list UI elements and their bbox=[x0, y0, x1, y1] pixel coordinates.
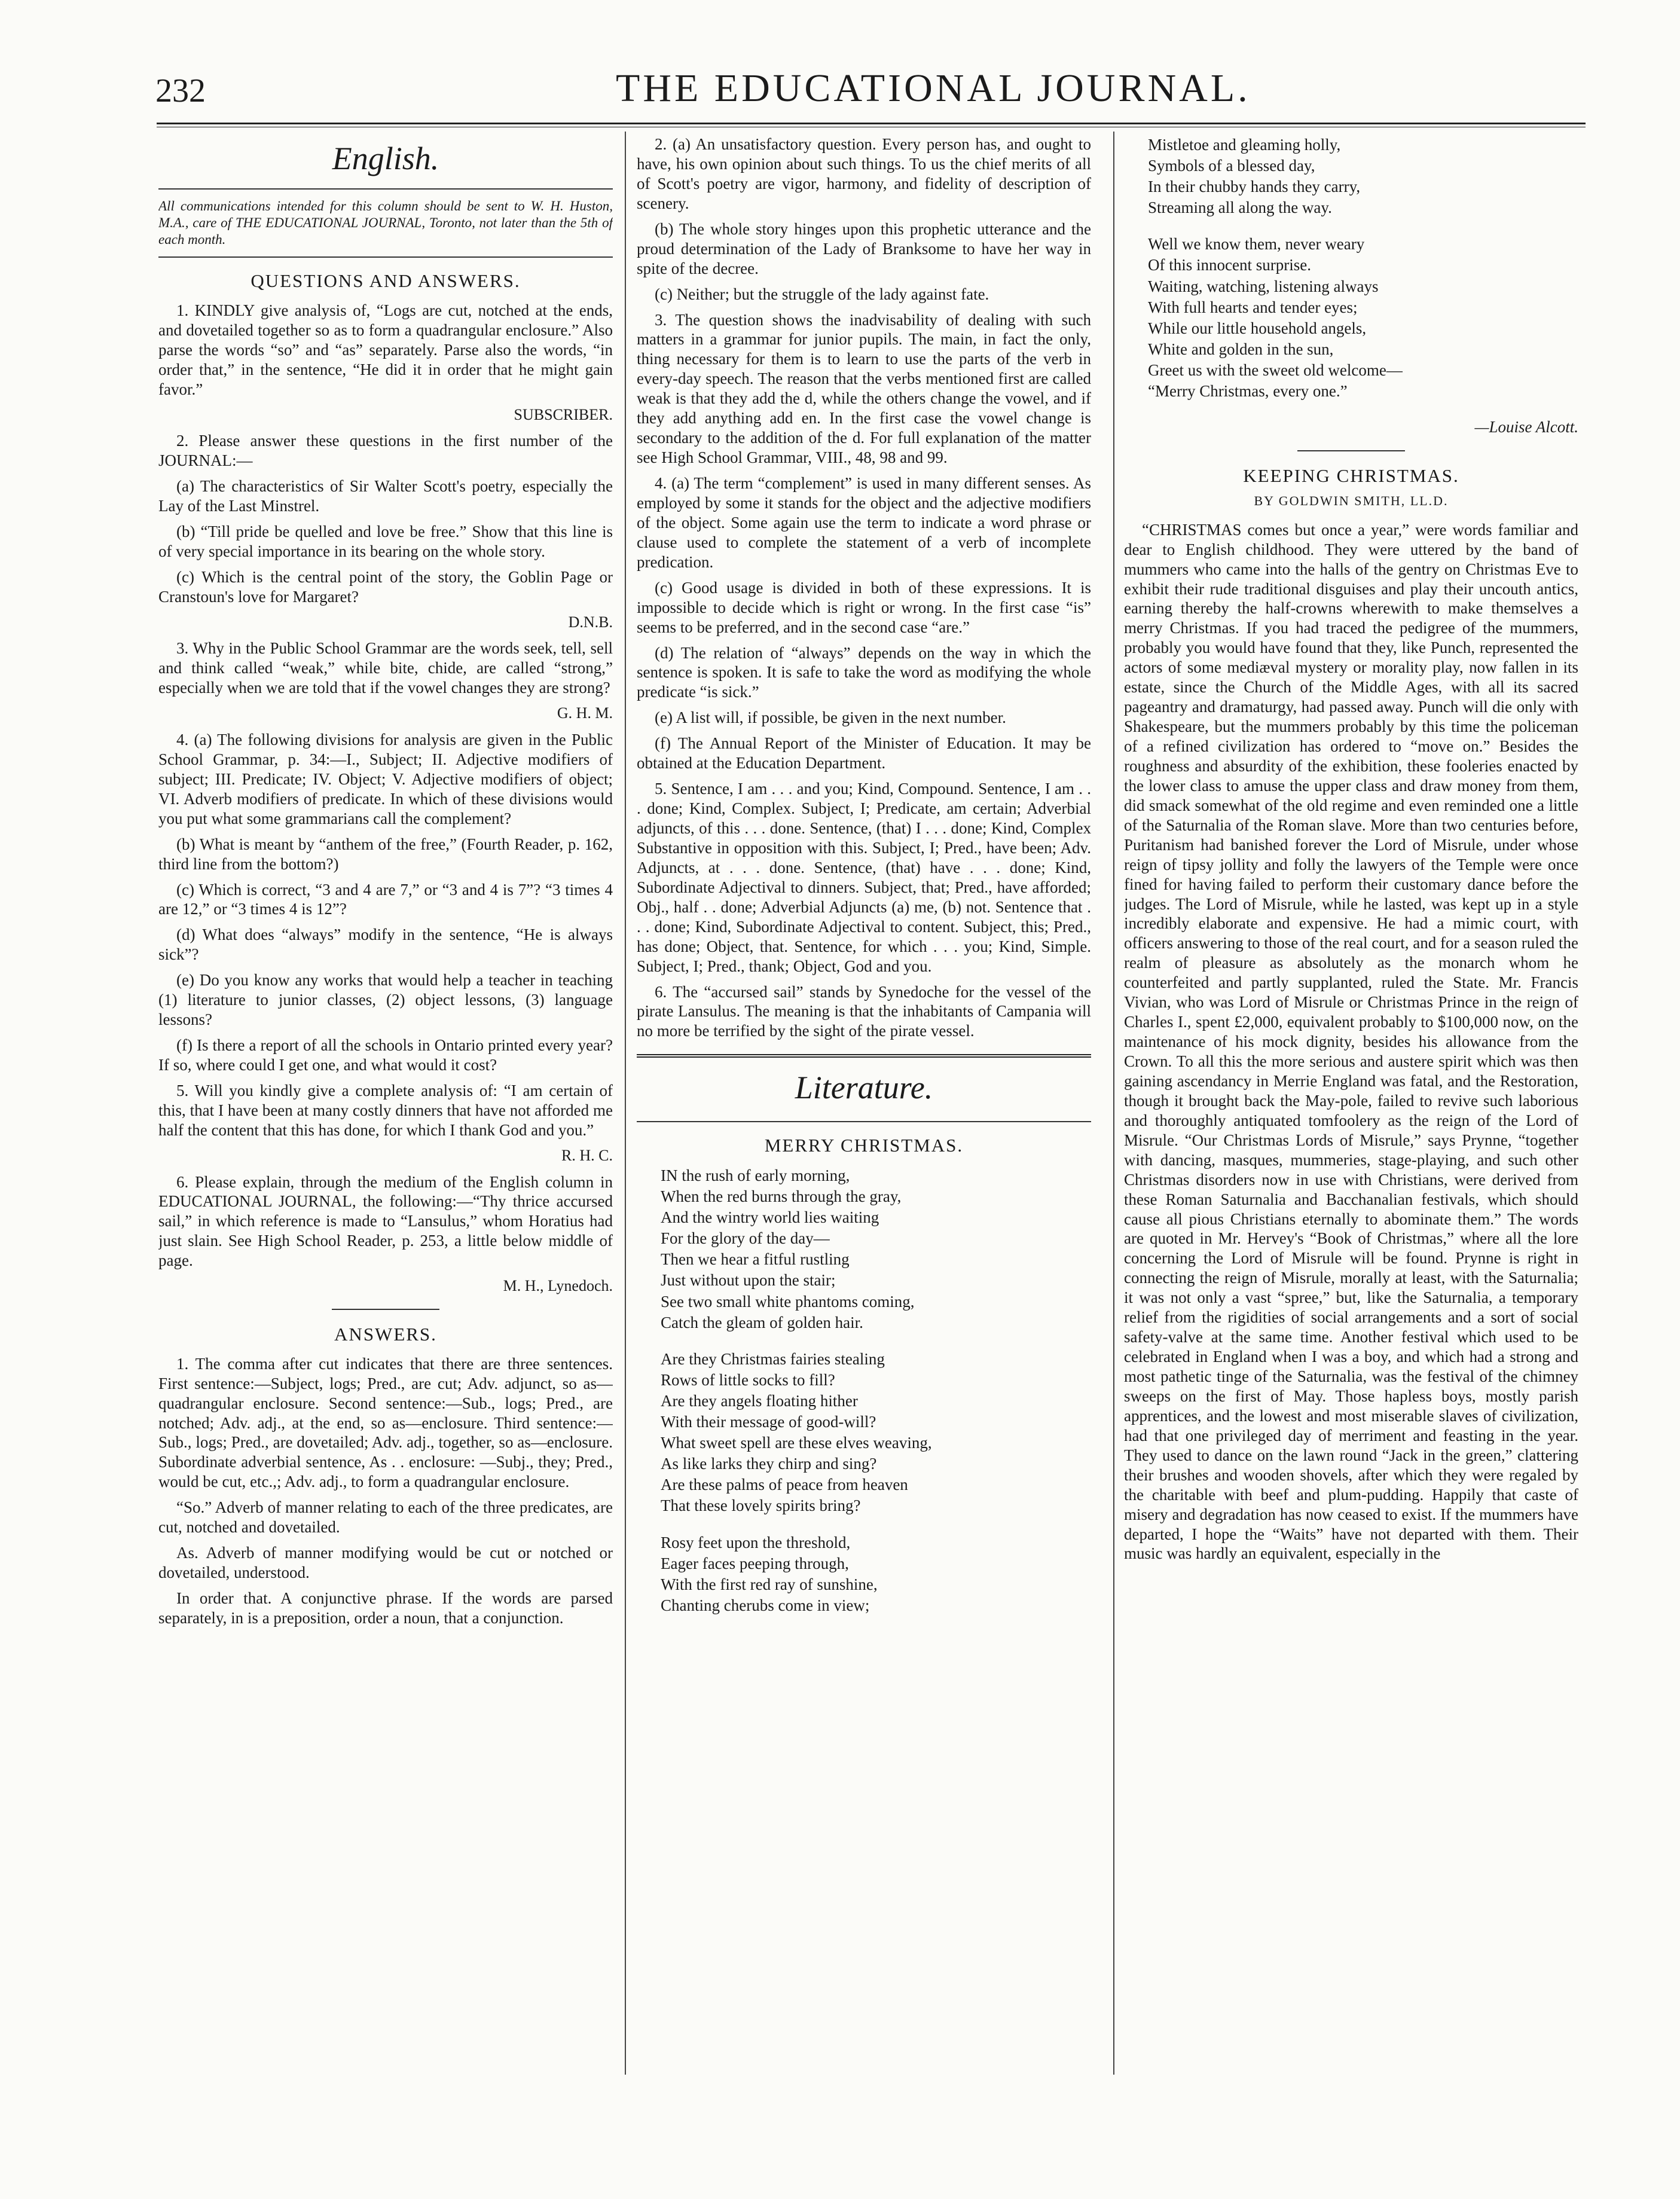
poem-line: Are these palms of peace from heaven bbox=[661, 1476, 908, 1494]
page-number: 232 bbox=[155, 72, 206, 109]
answer: (e) A list will, if possible, be given in the next number. bbox=[655, 708, 1006, 727]
poem-line: Eager faces peeping through, bbox=[661, 1554, 849, 1572]
column-divider-1 bbox=[625, 132, 626, 2075]
column-divider-2 bbox=[1113, 132, 1114, 2075]
answer: (d) The relation of “always” depends on the way in which the sentence is spoken. It is safe to take the word as modifying the whole predicate “is sick.” bbox=[637, 643, 1091, 701]
poem-line: With their message of good-will? bbox=[661, 1413, 876, 1431]
answer: (f) The Annual Report of the Minister of Education. It may be obtained at the Education Department. bbox=[637, 734, 1091, 772]
questions-list bbox=[158, 301, 613, 1296]
poem-stanza bbox=[661, 1349, 1091, 1517]
poem-credit: —Louise Alcott. bbox=[1474, 418, 1578, 436]
essay-paragraph: “CHRISTMAS comes but once a year,” were words familiar and dear to English childhood. They were uttered by the band of mummers who came into the halls of the gentry on Christmas Eve to exhibit their rude traditional disguises and play their uncouth antics, earning thereby the half-crowns wherewith to make themselves a merry Christmas. If you had traced the pedigree of the mummers, probably you would have found that they, like Punch, represented the actors of some mediæval mystery or morality play, now fallen in its estate, since the Church of the Middle Ages, with all its sacred pageantry and dramaturgy, had passed away. Punch will die only with Shakespeare, but the mummers probably by this time the policeman of a refined civilization has ordered to “move on.” Besides the roughness and absurdity of the exhibition, these fooleries enacted by the lower class to amuse the upper class and draw money from them, did smack somewhat of the old regime and even reminded one a little of the Saturnalia of the Roman slave. More than two centuries before, Puritanism had banished forever the Lord of Misrule, under whose reign of tipsy jollity and folly the lawyers of the Temple were once fined for having failed to perform their customary dance before the judges. The Lord of Misrule, while he lasted, was kept up in a style incredibly elaborate and expensive. He had a mimic court, with officers answering to those of the real court, and for a season ruled the realm of pleasure as absolutely as the monarch whom he counterfeited and partly supplanted, ruled the State. Mr. Francis Vivian, who was Lord of Misrule or Christmas Prince in the reign of Charles I., spent £2,000, equivalent probably to $100,000 now, on the maintenance of his mock dignity, besides his allowance from the Crown. To all this the more serious and austere spirit which was then gaining ascendancy in Merrie England was fatal, and the Restoration, though it brought back the May-pole, failed to revive such laborious and thoroughly antiquated tomfoolery as the reign of the Lord of Misrule. “Our Christmas Lords of Misrule,” says Prynne, “together with dancing, masques, mummeries, stage-playing, and such other Christmas disorders now in use with Christians, were derived from these Roman Saturnalia and Bacchanalian festivals, which should cause all pious Christians eternally to abominate them.” The words are quoted in Mr. Hervey's “Book of Christmas,” where all the lore concerning the Lord of Misrule will be found. Prynne is right in connecting the reign of Misrule, morally at least, with the Saturnalia; it was not only a vast “spree,” but, like the Saturnalia, a temporary relief from the rigidities of social arrangements and a sort of social safety-valve at the same time. Another festival which used to be celebrated in England when I was a boy, and which had a strong and most pathetic tinge of the Saturnalia, was the festival of the chimney sweeps on the first of May. Those hapless boys, mostly parish apprentices, and the lowest and most miserable slaves of civilization, had that one privileged day of merriment and feasting in the year. They used to dance on the lawn round “Jack in the green,” clattering their brushes and wooden shovels, after which they were regaled by the charitable with beef and plum-pudding. Happily that caste of misery and degradation has now ceased to exist. If the mummers have departed, I hope the “Waits” have not departed with them. Their music was hardly an equivalent, especially in the bbox=[1124, 520, 1578, 1563]
answer: 4. (a) The term “complement” is used in many different senses. As employed by some it stands for the object and the adjective modifiers of the object. Some again use the term to indicate a word phrase or clause used to complete the statement of a verb of incomplete predication. bbox=[637, 474, 1091, 571]
poem-line: “Merry Christmas, every one.” bbox=[1148, 382, 1348, 401]
answer: 5. Sentence, I am . . . and you; Kind, Compound. Sentence, I am . . . done; Kind, Complex. Subject, I; Predicate, am certain; Adverbial adjuncts, of this . . . done. Sentence, (that) I . . . done; Kind, Complex Substantive in opposition with this. Subject, I; Pred., have been; Adv. Adjuncts, at . . . done. Sentence, (that) have . . . done; Kind, Subordinate Adjectival to dinners. Subject, that; Pred., have afforded; Obj., half . . done; Adverbial Adjuncts (a) me, (b) not. Sentence that . . . done; Kind, Subordinate Adjectival to content. Subject, this; Pred., has done; Object, that. Sentence, for which . . . you; Kind, Simple. Subject, I; Pred., thank; Object, God and you. bbox=[637, 780, 1091, 975]
poem-title: MERRY CHRISTMAS. bbox=[764, 1135, 964, 1156]
answer: 6. The “accursed sail” stands by Synedoche for the vessel of the pirate Lansulus. The meaning is that the inhabitants of Campania will no more be terrified by the sight of the pirate vessel. bbox=[637, 982, 1091, 1040]
poem-stanza bbox=[1148, 135, 1578, 218]
answer: (b) The whole story hinges upon this prophetic utterance and the proud determination of the Lady of Branksome to have her way in spite of the decree. bbox=[637, 219, 1091, 277]
poem-line: Catch the gleam of golden hair. bbox=[661, 1313, 863, 1331]
poem-line: Chanting cherubs come in view; bbox=[661, 1596, 870, 1614]
poem-line: Rows of little socks to fill? bbox=[661, 1370, 835, 1389]
answers-heading: ANSWERS. bbox=[334, 1323, 437, 1345]
answer: 1. The comma after cut indicates that there are three sentences. First sentence:—Subject, logs; Pred., are cut; Adv. adjunct, so as—quadrangular enclosure. Second sentence:—Sub., logs; Pred., are notched; Adv. adj., at the end, so as—enclosure. Third sentence:—Sub., logs; Pred., are dovetailed; Adv. adj., together, so as—enclosure. Subordinate adverbial sentence, As . . enclosure: —Subj., they; Pred., would be cut, etc.,; Adv. adj., to form a quadrangular enclosure. bbox=[158, 1354, 613, 1491]
question-signature: M. H., Lynedoch. bbox=[503, 1277, 613, 1295]
poem-stanza bbox=[661, 1532, 1091, 1616]
poem-stanza bbox=[1148, 234, 1578, 402]
poem-line: In their chubby hands they carry, bbox=[1148, 178, 1361, 196]
poem-continued bbox=[1148, 135, 1578, 402]
poem-line: Waiting, watching, listening always bbox=[1148, 277, 1379, 295]
poem-line: With full hearts and tender eyes; bbox=[1148, 298, 1358, 316]
question: (c) Which is the central point of the story, the Goblin Page or Cranstoun's love for Margaret? bbox=[158, 567, 613, 606]
poem-line: Are they Christmas fairies stealing bbox=[661, 1349, 885, 1368]
poem-line: What sweet spell are these elves weaving, bbox=[661, 1434, 932, 1452]
question: 1. KINDLY give analysis of, “Logs are cut, notched at the ends, and dovetailed together so as to form a quadrangular enclosure.” Also parse the words “so” and “as” separately. Parse also the words, “in order that,” in the sentence, “He did it in order that he might gain favor.” bbox=[158, 301, 613, 398]
question-signature: G. H. M. bbox=[557, 704, 613, 722]
answer: 3. The question shows the inadvisability of dealing with such matters in a grammar for junior pupils. The main, in fact the only, thing necessary for them is to learn to use the parts of the verb in every-day speech. The reason that the verbs mentioned first are called weak is that they add the d, while the others change the vowel, and if they add anything add en. In the first case the vowel change is secondary to the addition of the d. For full explanation of the matter see High School Grammar, VIII., 48, 98 and 99. bbox=[637, 310, 1091, 467]
english-notice: All communications intended for this column should be sent to W. H. Huston, M.A., care of THE EDUCATIONAL JOURNAL, Toronto, not later than the 5th of each month. bbox=[158, 188, 613, 258]
english-heading: English. bbox=[332, 141, 439, 176]
poem-line: White and golden in the sun, bbox=[1148, 340, 1334, 358]
poem-stanza bbox=[661, 1165, 1091, 1333]
section-rule bbox=[637, 1054, 1091, 1058]
poem-line: Rosy feet upon the threshold, bbox=[661, 1533, 851, 1551]
poem-line: While our little household angels, bbox=[1148, 319, 1367, 337]
poem-line: With the first red ray of sunshine, bbox=[661, 1575, 878, 1593]
column-3 bbox=[1124, 135, 1578, 2072]
poem-line: For the glory of the day— bbox=[661, 1229, 830, 1248]
poem-line: Then we hear a fitful rustling bbox=[661, 1250, 850, 1269]
poem-line: See two small white phantoms coming, bbox=[661, 1292, 915, 1311]
answer: In order that. A conjunctive phrase. If the words are parsed separately, in is a preposition, order a noun, that a conjunction. bbox=[158, 1589, 613, 1627]
answer: (c) Neither; but the struggle of the lady against fate. bbox=[655, 285, 989, 303]
poem-line: Are they angels floating hither bbox=[661, 1391, 858, 1410]
qa-heading: QUESTIONS AND ANSWERS. bbox=[251, 270, 521, 292]
question: (e) Do you know any works that would help a teacher in teaching (1) literature to junior classes, (2) object lessons, (3) language lessons? bbox=[158, 971, 613, 1029]
essay-title: KEEPING CHRISTMAS. bbox=[1243, 465, 1459, 487]
divider bbox=[1297, 450, 1405, 451]
divider bbox=[332, 1309, 439, 1310]
poem-line: That these lovely spirits bring? bbox=[661, 1496, 861, 1515]
essay-byline: BY GOLDWIN SMITH, LL.D. bbox=[1254, 493, 1449, 508]
question: (b) What is meant by “anthem of the free,” (Fourth Reader, p. 162, third line from the bottom?) bbox=[158, 835, 613, 873]
answer: “So.” Adverb of manner relating to each of the three predicates, are cut, notched and dovetailed. bbox=[158, 1498, 613, 1537]
poem-line: Well we know them, never weary bbox=[1148, 235, 1365, 254]
poem-line: Greet us with the sweet old welcome— bbox=[1148, 361, 1403, 379]
question: (c) Which is correct, “3 and 4 are 7,” or “3 and 4 is 7”? “3 times 4 are 12,” or “3 times 4 is 12”? bbox=[158, 880, 613, 918]
poem-line: Symbols of a blessed day, bbox=[1148, 157, 1315, 175]
question-signature: SUBSCRIBER. bbox=[514, 405, 613, 423]
question: (a) The characteristics of Sir Walter Scott's poetry, especially the Lay of the Last Minstrel. bbox=[158, 477, 613, 515]
column-2 bbox=[637, 135, 1091, 2072]
question: 4. (a) The following divisions for analysis are given in the Public School Grammar, p. 34:—I., Subject; II. Adjective modifiers of subject; III. Predicate; IV. Object; V. Adjective modifiers of object; VI. Adverb modifiers of predicate. In which of these divisions would you put what some grammarians call the complement? bbox=[158, 730, 613, 827]
answer: (c) Good usage is divided in both of these expressions. It is impossible to decide which is right or wrong. In the first case “is” seems to be preferred, and in the second case “are.” bbox=[637, 578, 1091, 636]
poem-line: As like larks they chirp and sing? bbox=[661, 1455, 877, 1473]
question-signature: D.N.B. bbox=[568, 613, 613, 631]
question: (b) “Till pride be quelled and love be free.” Show that this line is of very special importance in its bearing on the whole story. bbox=[158, 522, 613, 560]
answer: 2. (a) An unsatisfactory question. Every person has, and ought to have, his own opinion about such things. To us the chief merits of all of Scott's poetry are vigor, harmony, and fidelity of description of scenery. bbox=[637, 135, 1091, 212]
column-1 bbox=[158, 135, 613, 2072]
question: 2. Please answer these questions in the first number of the JOURNAL:— bbox=[158, 432, 613, 470]
poem-line: Streaming all along the way. bbox=[1148, 198, 1332, 217]
poem-line: Just without upon the stair; bbox=[661, 1271, 836, 1290]
top-rule bbox=[157, 123, 1586, 127]
poem bbox=[661, 1165, 1091, 1616]
poem-line: When the red burns through the gray, bbox=[661, 1187, 902, 1206]
question-signature: R. H. C. bbox=[561, 1146, 613, 1164]
question: 5. Will you kindly give a complete analysis of: “I am certain of this, that I have been at many costly dinners that have not afforded me half the content that this has done, for which I thank God and you.” bbox=[158, 1081, 613, 1139]
poem-line: And the wintry world lies waiting bbox=[661, 1208, 879, 1227]
question: 6. Please explain, through the medium of the English column in EDUCATIONAL JOURNAL, the following:—“Thy thrice accursed sail,” in which reference is made to “Lansulus,” whom Horatius had just slain. See High School Reader, p. 253, a little below middle of page. bbox=[158, 1172, 613, 1270]
question: (d) What does “always” modify in the sentence, “He is always sick”? bbox=[158, 926, 613, 964]
poem-line: Mistletoe and gleaming holly, bbox=[1148, 136, 1341, 154]
poem-line: Of this innocent surprise. bbox=[1148, 256, 1311, 274]
answer: As. Adverb of manner modifying would be cut or notched or dovetailed, understood. bbox=[158, 1544, 613, 1582]
running-head: THE EDUCATIONAL JOURNAL. bbox=[616, 66, 1251, 110]
section-rule bbox=[637, 1121, 1091, 1122]
question: 3. Why in the Public School Grammar are the words seek, tell, sell and think called “weak,” while bite, chide, are called “strong,” especially when we are told that if the vowel changes they are strong? bbox=[158, 639, 613, 697]
question: (f) Is there a report of all the schools in Ontario printed every year? If so, where could I get one, and what would it cost? bbox=[158, 1036, 613, 1074]
poem-line: IN the rush of early morning, bbox=[661, 1166, 850, 1184]
literature-heading: Literature. bbox=[795, 1070, 933, 1106]
